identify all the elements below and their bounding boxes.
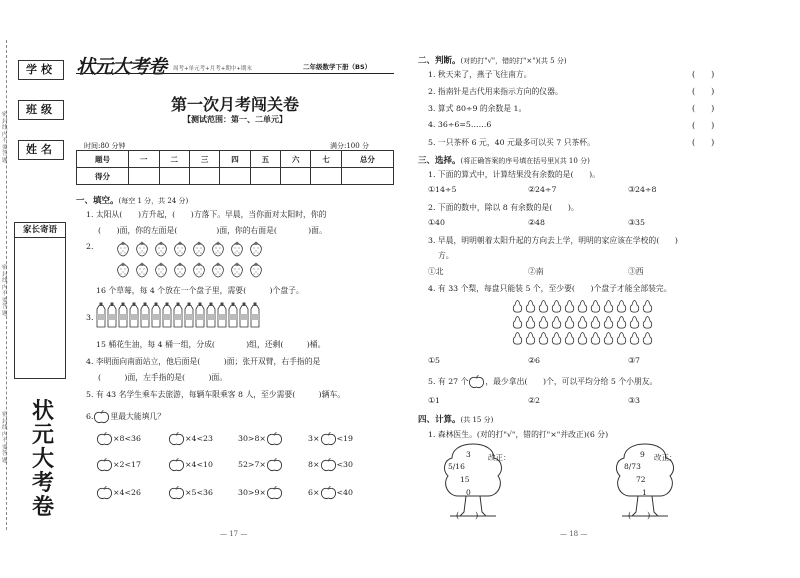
pear-icon: [551, 331, 562, 345]
choice-option[interactable]: ①14÷5: [428, 185, 457, 194]
inequality-item: [96, 458, 141, 472]
score-input-cell[interactable]: [341, 168, 393, 185]
pear-icon: [603, 331, 614, 345]
school-label: 学校: [18, 60, 64, 80]
apple-icon: [468, 375, 485, 389]
choice-option[interactable]: ②24÷7: [528, 185, 557, 194]
choice-option[interactable]: ①1: [428, 396, 440, 405]
section-2-note: (对的打"√"，错的打"×")(共 5 分): [460, 57, 567, 65]
strawberry-row-2: [116, 261, 268, 280]
tree-1-quotient: 3: [466, 450, 471, 459]
score-cell: 五: [250, 151, 280, 168]
tree-2-product: 72: [636, 475, 646, 484]
choice-option[interactable]: ①5: [428, 356, 440, 365]
inequality-text: 3×: [308, 434, 320, 443]
inequality-text: 30>9×: [238, 488, 266, 497]
oil-bottle-icon: [195, 302, 205, 328]
pear-icon: [590, 299, 601, 313]
exam-title: 第一次月考闯关卷: [170, 95, 299, 114]
apple-icon[interactable]: [266, 486, 283, 500]
judge-answer-blank[interactable]: ( ): [692, 138, 715, 147]
score-cell: 六: [281, 151, 311, 168]
tree-2-quotient: 9: [640, 450, 645, 459]
inequality-item: [168, 458, 213, 472]
apple-icon[interactable]: [266, 458, 283, 472]
pear-icon: [629, 315, 640, 329]
pear-icon: [538, 331, 549, 345]
oil-bottle-icon: [228, 302, 238, 328]
section-4-note: (共 15 分): [460, 416, 494, 424]
apple-icon[interactable]: [96, 432, 113, 446]
inequality-item: [96, 432, 141, 446]
strawberry-icon: [211, 240, 225, 257]
oil-bottle-icon: [140, 302, 150, 328]
inequality-item: [308, 458, 353, 472]
page-number-right: — 18 —: [560, 530, 588, 538]
section-2-heading: [418, 54, 567, 66]
inequality-text: 8×: [308, 460, 320, 469]
pear-icon: [603, 299, 614, 313]
apple-icon[interactable]: [320, 458, 337, 472]
apple-icon[interactable]: [96, 458, 113, 472]
apple-icon[interactable]: [168, 486, 185, 500]
inequality-text: <19: [336, 434, 353, 443]
s1-q5: 5. 有 43 名学生乘车去旅游，每辆车限乘客 8 人，至少需要( )辆车。: [86, 390, 346, 399]
pear-icon: [629, 331, 640, 345]
tree-1-answer-blank[interactable]: ( ): [456, 511, 479, 520]
score-cell: 二: [159, 151, 189, 168]
pear-icon: [525, 331, 536, 345]
inequality-item: [308, 486, 353, 500]
section-1-heading: [76, 194, 188, 206]
judge-item: 1. 秋天来了，燕子飞往南方。: [428, 70, 532, 79]
s1-q6-number: 6.: [86, 412, 94, 421]
pear-icon: [512, 331, 523, 345]
oil-bottle-icon: [250, 302, 260, 328]
pear-icon: [642, 315, 653, 329]
parent-comment-box: [14, 222, 66, 379]
strawberry-icon: [135, 240, 149, 257]
inequality-text: ×4<10: [185, 460, 213, 469]
judge-item: 5. 一只茶杯 6 元，40 元最多可以买 7 只茶杯。: [428, 138, 595, 147]
pear-icon: [577, 299, 588, 313]
inequality-item: [308, 432, 353, 446]
choice-option[interactable]: ③3: [628, 396, 640, 405]
strawberry-icon: [192, 261, 206, 278]
inequality-item: [168, 432, 213, 446]
oil-bottle-icon: [118, 302, 128, 328]
exam-full-score: 满分:100 分: [330, 142, 369, 150]
oil-bottle-icon: [151, 302, 161, 328]
s1-q2-text: 16 个草莓，每 4 个放在一个盘子里，需要( )个盘子。: [96, 286, 304, 295]
pear-icon: [512, 315, 523, 329]
pear-icon: [616, 331, 627, 345]
pear-icon: [616, 315, 627, 329]
strawberry-row-1: [116, 240, 268, 259]
grade-tag: 二年级数学下册（BS）: [303, 63, 372, 71]
choice-option[interactable]: ②南: [528, 267, 544, 276]
choice-q4: 4. 有 33 个梨，每盘只能装 5 个，至少要( )个盘子才能全部装完。: [428, 284, 672, 293]
seal-note-3: 密封线内不要答题: [2, 412, 8, 464]
choice-q5-text-a: 5. 有 27 个: [428, 377, 469, 386]
oil-bottle-icon: [96, 302, 106, 328]
choice-q3-line1: 3. 早晨，明明朝着太阳升起的方向去上学，明明的家应该在学校的( ): [428, 236, 678, 245]
judge-answer-blank[interactable]: ( ): [692, 87, 715, 96]
score-input-cell[interactable]: [129, 168, 159, 185]
section-1-title: 一、填空。: [76, 196, 119, 206]
pear-icon: [642, 299, 653, 313]
score-input-cell[interactable]: [220, 168, 250, 185]
score-cell: 题号: [77, 151, 129, 168]
page-number-left: — 17 —: [220, 530, 248, 538]
judge-item: 4. 36÷6=5……6: [428, 120, 492, 129]
name-label: 姓名: [18, 140, 64, 160]
apple-icon[interactable]: [320, 486, 337, 500]
tree-2-fix-label: 改正：: [654, 453, 677, 462]
inequality-text: 6×: [308, 488, 320, 497]
parent-comment-label: 家长寄语: [15, 223, 65, 238]
seal-note-1: 密封线内不要答题: [2, 112, 8, 164]
s1-q6-label: [86, 410, 165, 424]
exam-scope: 【测试范围：第一、二单元】: [183, 114, 287, 124]
choice-option[interactable]: ③西: [628, 267, 644, 276]
seal-note-2: 密封线内不要答题: [2, 265, 8, 317]
apple-icon[interactable]: [168, 458, 185, 472]
judge-item: 3. 算式 80÷9 的余数是 1。: [428, 104, 527, 113]
oil-bottle-icon: [107, 302, 117, 328]
choice-q3-line2: 方。: [438, 251, 454, 260]
choice-q2: 2. 下面的数中，除以 8 有余数的是( )。: [428, 203, 579, 212]
choice-q5: [428, 375, 657, 389]
section-2-title: 二、判断。: [418, 56, 461, 66]
right-page: [400, 0, 800, 578]
section-3-title: 三、选择。: [418, 156, 461, 166]
inequality-item: [238, 486, 283, 500]
section-1-note: (每空 1 分，共 24 分): [118, 197, 189, 205]
s1-q4-line2: ( )面，左手指的是( )面。: [98, 373, 228, 382]
strawberry-icon: [154, 240, 168, 257]
choice-option[interactable]: ①北: [428, 267, 444, 276]
s1-q3-number: 3.: [86, 313, 94, 322]
score-cell: 三: [189, 151, 219, 168]
choice-option[interactable]: ②2: [528, 396, 540, 405]
pear-icon: [564, 299, 575, 313]
oil-bottle-row: [96, 302, 261, 330]
choice-option[interactable]: ②6: [528, 356, 540, 365]
strawberry-icon: [116, 240, 130, 257]
inequality-item: [238, 458, 283, 472]
pear-icon: [525, 299, 536, 313]
strawberry-icon: [135, 261, 149, 278]
inequality-text: ×2<17: [113, 460, 141, 469]
binding-strip: [0, 0, 70, 578]
score-cell: 得分: [77, 168, 129, 185]
tree-1-fix-label: 改正：: [488, 453, 511, 462]
inequality-text: 52>7×: [238, 460, 266, 469]
apple-icon[interactable]: [320, 432, 337, 446]
pear-icon: [564, 331, 575, 345]
section-3-heading: [418, 154, 590, 166]
strawberry-icon: [192, 240, 206, 257]
pear-icon: [590, 315, 601, 329]
tree-1-dividend: 5/16: [448, 462, 465, 471]
pear-icon: [538, 299, 549, 313]
score-input-cell[interactable]: [311, 168, 341, 185]
score-table-score-row: [77, 168, 394, 185]
score-input-cell[interactable]: [189, 168, 219, 185]
score-input-cell[interactable]: [281, 168, 311, 185]
brand-subtitle: 周考+单元考+月考+期中+期末: [173, 66, 252, 72]
strawberry-icon: [230, 261, 244, 278]
score-input-cell[interactable]: [250, 168, 280, 185]
inequality-text: <30: [336, 460, 353, 469]
brand-vertical-logo: 状元大考卷: [31, 399, 54, 520]
inequality-text: ×5<36: [185, 488, 213, 497]
strawberry-icon: [116, 261, 130, 278]
pear-icon: [642, 331, 653, 345]
inequality-text: ×4<26: [113, 488, 141, 497]
pear-icon: [590, 331, 601, 345]
pear-icon: [577, 315, 588, 329]
oil-bottle-icon: [184, 302, 194, 328]
score-table: [76, 150, 394, 185]
s1-q6-text: 里最大能填几？: [110, 412, 166, 421]
oil-bottle-icon: [173, 302, 183, 328]
pear-icon: [603, 315, 614, 329]
inequality-text: ×8<36: [113, 434, 141, 443]
pear-icon: [616, 299, 627, 313]
judge-answer-blank[interactable]: ( ): [692, 104, 715, 113]
s1-q2-number: 2.: [86, 242, 94, 251]
strawberry-icon: [154, 261, 168, 278]
apple-icon: [93, 410, 110, 424]
oil-bottle-icon: [217, 302, 227, 328]
strawberry-icon: [211, 261, 225, 278]
pear-icon: [564, 315, 575, 329]
pear-icon: [551, 315, 562, 329]
tree-1-product: 15: [460, 475, 470, 484]
strawberry-icon: [230, 240, 244, 257]
judge-item: 2. 指南针是古代用来指示方向的仪器。: [428, 87, 563, 96]
apple-icon[interactable]: [266, 432, 283, 446]
pear-icon: [629, 299, 640, 313]
oil-bottle-icon: [162, 302, 172, 328]
s1-q1-line2: ( )面，你的左面是( )面，你的右面是( )面。: [98, 226, 327, 235]
strawberry-icon: [249, 261, 263, 278]
brand-logo: 状元大考卷: [76, 56, 167, 78]
oil-bottle-icon: [129, 302, 139, 328]
apple-icon[interactable]: [96, 486, 113, 500]
choice-option[interactable]: ③35: [628, 218, 645, 227]
score-table-header-row: [77, 151, 394, 168]
header-rule: [76, 73, 394, 74]
choice-option[interactable]: ②48: [528, 218, 545, 227]
class-label: 班级: [18, 100, 64, 120]
section-3-note: (将正确答案的序号填在括号里)(共 10 分): [460, 157, 590, 165]
inequality-text: <40: [336, 488, 353, 497]
section-4-heading: [418, 413, 493, 425]
score-input-cell[interactable]: [159, 168, 189, 185]
tree-2-dividend: 8/73: [624, 462, 641, 471]
inequality-item: [96, 486, 141, 500]
choice-option[interactable]: ①40: [428, 218, 445, 227]
choice-option[interactable]: ③7: [628, 356, 640, 365]
strawberry-icon: [173, 261, 187, 278]
pear-icon: [551, 299, 562, 313]
calc-q1: 1. 森林医生。(对的打"√"，错的打"×"并改正)(6 分): [428, 430, 609, 439]
score-cell: 总分: [341, 151, 393, 168]
judge-answer-blank[interactable]: ( ): [692, 70, 715, 79]
choice-option[interactable]: ③24÷8: [628, 185, 657, 194]
s1-q1-line1: 1. 太阳从( )方升起，( )方落下。早晨，当你面对太阳时，你的: [86, 210, 327, 219]
pear-icon: [525, 315, 536, 329]
choice-q1: 1. 下面的算式中，计算结果没有余数的是( )。: [428, 170, 600, 179]
apple-icon[interactable]: [168, 432, 185, 446]
choice-q5-text-b: ，最少拿出( )个，可以平均分给 5 个小朋友。: [485, 377, 658, 386]
strawberry-icon: [249, 240, 263, 257]
section-4-title: 四、计算。: [418, 415, 461, 425]
s1-q4-line1: 4. 李明面向南面站立，他后面是( )面；张开双臂，右手指的是: [86, 357, 321, 366]
pear-icon: [512, 299, 523, 313]
judge-answer-blank[interactable]: ( ): [692, 121, 715, 130]
oil-bottle-icon: [206, 302, 216, 328]
tree-2-answer-blank[interactable]: ( ): [628, 511, 651, 520]
s1-q3-text: 15 桶花生油，每 4 桶一组，分成( )组，还剩( )桶。: [96, 340, 326, 349]
pear-icon: [577, 331, 588, 345]
inequality-item: [238, 432, 283, 446]
oil-bottle-icon: [239, 302, 249, 328]
score-cell: 一: [129, 151, 159, 168]
inequality-item: [168, 486, 213, 500]
tree-1-remainder: 0: [466, 488, 471, 497]
strawberry-icon: [173, 240, 187, 257]
inequality-text: ×4<23: [185, 434, 213, 443]
score-cell: 七: [311, 151, 341, 168]
tree-2-remainder: 1: [642, 488, 647, 497]
exam-time: 时间:80 分钟: [84, 142, 126, 150]
pear-icon: [538, 315, 549, 329]
inequality-text: 30>8×: [238, 434, 266, 443]
score-cell: 四: [220, 151, 250, 168]
pear-grid: [512, 298, 702, 346]
